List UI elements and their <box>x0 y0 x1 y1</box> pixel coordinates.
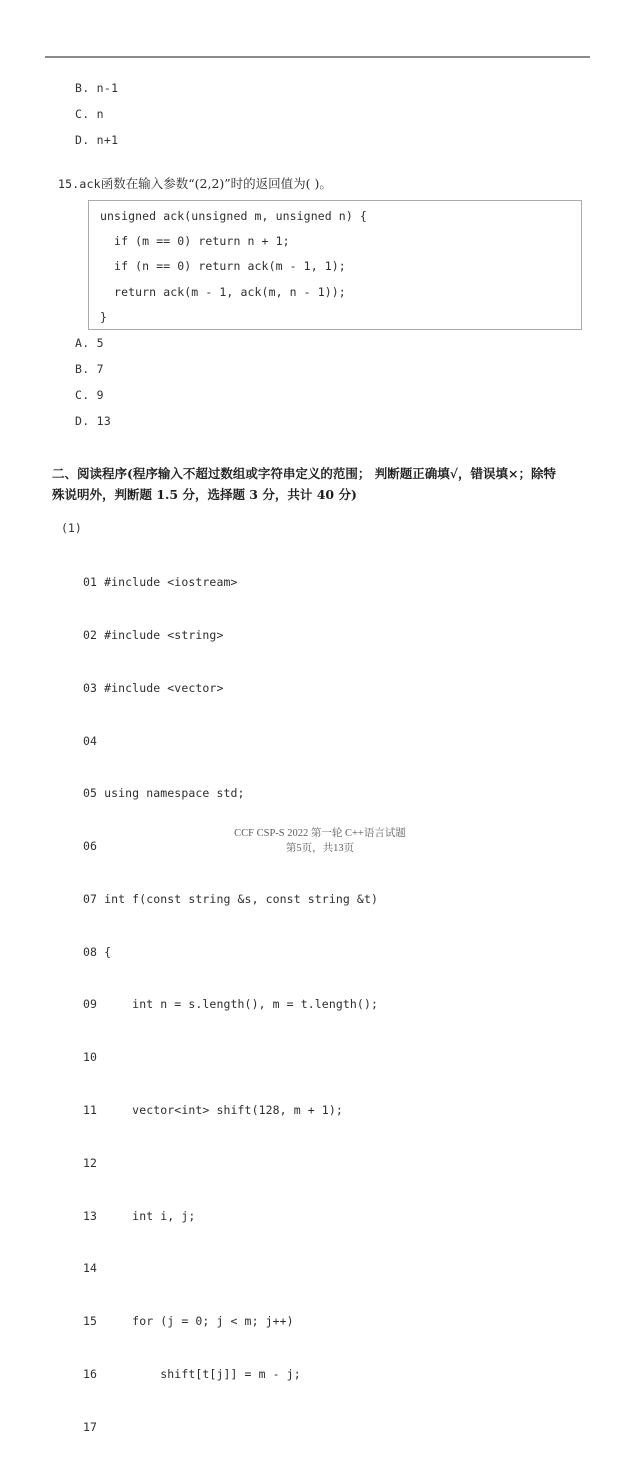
choice-option-c-prev[interactable]: C. n <box>75 107 104 121</box>
listing-1-code <box>83 539 378 1471</box>
section-two-heading-line-2: 殊说明外，判断题 1.5 分，选择题 3 分，共计 40 分) <box>52 487 357 502</box>
footer-title: CCF CSP-S 2022 第一轮 C++语言试题 <box>234 828 406 839</box>
code-line: unsigned ack(unsigned m, unsigned n) { <box>100 209 367 223</box>
code-line: 15 for (j = 0; j < m; j++) <box>83 1314 294 1329</box>
code-line: 04 <box>83 733 98 748</box>
code-line: 02 #include <string> <box>83 627 224 642</box>
choice-option-a[interactable]: A. 5 <box>75 336 104 350</box>
question-15-code-box <box>88 200 582 330</box>
code-line: 14 <box>83 1261 98 1276</box>
footer-page-number: 第5页，共13页 <box>285 843 355 854</box>
choice-option-c[interactable]: C. 9 <box>75 388 104 402</box>
code-line: 08 { <box>83 944 112 959</box>
question-15-text: 函数在输入参数“(2,2)”时的返回值为( )。 <box>100 176 332 191</box>
question-15-number: 15.ack <box>58 177 101 191</box>
page-footer <box>0 826 640 856</box>
code-line: 03 #include <vector> <box>83 680 224 695</box>
code-line: return ack(m - 1, ack(m, n - 1)); <box>100 285 346 299</box>
choice-option-d-prev[interactable]: D. n+1 <box>75 133 119 147</box>
listing-1-label: (1) <box>61 521 82 535</box>
code-line: if (m == 0) return n + 1; <box>100 234 290 248</box>
code-line: 10 <box>83 1050 98 1065</box>
question-15-stem <box>58 176 332 192</box>
code-line: 07 int f(const string &s, const string &t) <box>83 891 378 906</box>
code-line: 01 #include <iostream> <box>83 575 238 590</box>
section-two-heading <box>52 463 592 505</box>
choice-option-b[interactable]: B. 7 <box>75 362 104 376</box>
section-two-heading-line-1: 二、阅读程序(程序输入不超过数组或字符串定义的范围； 判断题正确填√，错误填×；除特 <box>52 466 556 481</box>
code-line: 16 shift[t[j]] = m - j; <box>83 1366 301 1381</box>
code-line: } <box>100 310 108 324</box>
code-line: 06 <box>83 839 98 854</box>
code-line: 13 int i, j; <box>83 1208 196 1223</box>
choice-option-d[interactable]: D. 13 <box>75 414 112 428</box>
code-line: 05 using namespace std; <box>83 786 245 801</box>
code-line: if (n == 0) return ack(m - 1, 1); <box>100 259 346 273</box>
code-line: 11 vector<int> shift(128, m + 1); <box>83 1103 343 1117</box>
choice-option-b-prev[interactable]: B. n-1 <box>75 81 119 95</box>
code-line: 12 <box>83 1155 98 1170</box>
code-line: 09 int n = s.length(), m = t.length(); <box>83 997 378 1012</box>
code-line: 17 <box>83 1419 98 1434</box>
header-divider <box>45 56 590 58</box>
